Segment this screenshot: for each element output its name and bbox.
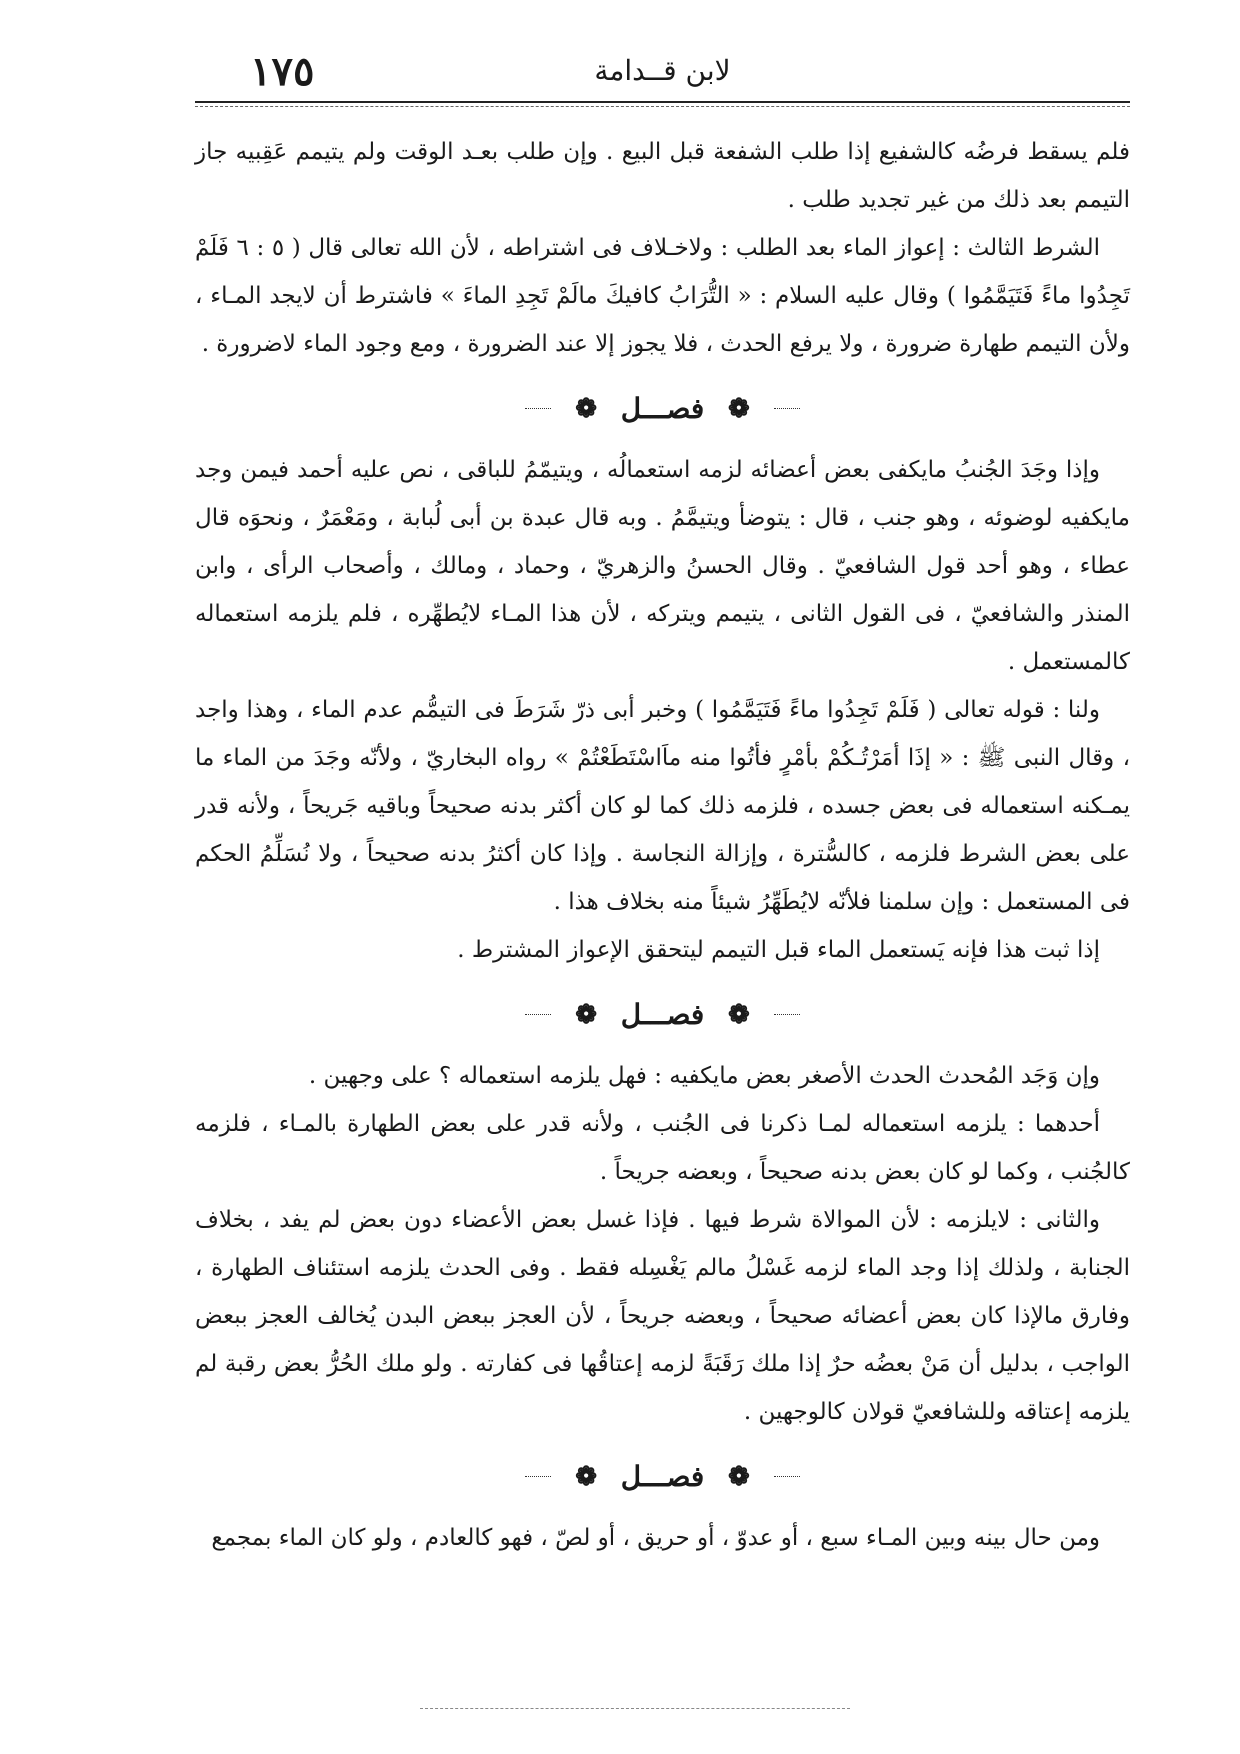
divider-dash [525,1014,551,1015]
divider-dash [774,408,800,409]
ornament-icon: ❁ [727,999,750,1030]
paragraph: وإن وَجَد المُحدث الحدث الأصغر بعض مايكفيه : فهل يلزمه استعماله ؟ على وجهين . [308,1063,1100,1089]
ornament-icon: ❁ [575,999,597,1030]
paragraph: وإذا وجَدَ الجُنبُ مايكفى بعض أعضائه لزمه استعمالُه ، ويتيمّمُ للباقى ، نص عليه أحمد فيمن وجد مايكفيه لوضوئه ، وهو جنب ، قال : يتوضأ ويتيمَّمُ . وبه قال عبدة بن أبى لُبابة ، ومَعْمَرٌ ، ونحوَه قال عطاء ، وهو أحد قول الشافعيّ . وقال الحسنُ والزهريّ ، وحماد ، ومالك ، وأصحاب الرأى ، وابن المنذر والشافعيّ ، فى القول الثانى ، يتيمم ويتركه ، لأن هذا المـاء لايُطهِّره ، فلم يلزمه استعماله كالمستعمل . [195,457,1130,675]
paragraph: إذا ثبت هذا فإنه يَستعمل الماء قبل التيمم ليتحقق الإعواز المشترط . [457,937,1100,963]
divider-dash [525,408,551,409]
divider-dash [774,1476,800,1477]
paragraph: فلم يسقط فرضُه كالشفيع إذا طلب الشفعة قبل البيع . وإن طلب بعـد الوقت ولم يتيمم عَقِبيه جاز التيمم بعد ذلك من غير تجديد طلب . [195,139,1130,213]
section-heading: فصـــل [620,1459,705,1493]
section-divider [195,1436,1130,1514]
paragraph: ومن حال بينه وبين المـاء سبع ، أو عدوّ ، أو حريق ، أو لصّ ، فهو كالعادم ، ولو كان الماء بمجمع [211,1525,1100,1551]
section-heading: فصـــل [620,997,705,1031]
footer-rule [420,1708,850,1709]
header-rule [195,101,1130,103]
page-header [195,48,1130,98]
ornament-icon: ❁ [727,393,750,424]
header-rule-thin [195,106,1130,107]
ornament-icon: ❁ [575,393,597,424]
paragraph: والثانى : لايلزمه : لأن الموالاة شرط فيها . فإذا غسل بعض الأعضاء دون بعض لم يفد ، بخلاف الجنابة ، ولذلك إذا وجد الماء لزمه غَسْلُ مالم يَغْسِله فقط . وفى الحدث يلزمه استئناف الطهارة ، وفارق مالإذا كان بعض أعضائه صحيحاً ، وبعضه جريحاً ، لأن العجز ببعض البدن يُخالف العجز ببعض الواجب ، بدليل أن مَنْ بعضُه حرٌ إذا ملك رَقَبَةً لزمه إعتاقُها فى كفارته . ولو ملك الحُرُّ بعض رقبة لم يلزمه إعتاقه وللشافعيّ قولان كالوجهين . [195,1207,1130,1425]
divider-dash [525,1476,551,1477]
paragraph: ولنا : قوله تعالى ( فَلَمْ تَجِدُوا ماءً فَتَيَمَّمُوا ) وخبر أبى ذرّ شَرَطَ فى التيمُّم عدم الماء ، وهذا واجد ، وقال النبى ﷺ : « إذَا أمَرْتُـكُمْ بأمْرٍ فأتُوا منه ماَاسْتَطَعْتُمْ » رواه البخاريّ ، ولأنّه وجَدَ من الماء ما يمـكنه استعماله فى بعض جسده ، فلزمه ذلك كما لو كان أكثر بدنه صحيحاً وباقيه جَريحاً ، ولأنه قدر على بعض الشرط فلزمه ، كالسُّترة ، وإزالة النجاسة . وإذا كان أكثرُ بدنه صحيحاً ، ولا نُسَلِّمُ الحكم فى المستعمل : وإن سلمنا فلأنّه لايُطَهِّرُ شيئاً منه بخلاف هذا . [195,697,1130,915]
section-divider [195,368,1130,446]
section-divider [195,974,1130,1052]
paragraph: أحدهما : يلزمه استعماله لمـا ذكرنا فى الجُنب ، ولأنه قدر على بعض الطهارة بالمـاء ، فلزمه كالجُنب ، وكما لو كان بعض بدنه صحيحاً ، وبعضه جريحاً . [195,1111,1130,1185]
paragraph: الشرط الثالث : إعواز الماء بعد الطلب : ولاخـلاف فى اشتراطه ، لأن الله تعالى قال ( ٥ : ٦ فَلَمْ تَجِدُوا ماءً فَتَيَمَّمُوا ) وقال عليه السلام : « التُّرَابُ كافيكَ مالَمْ تَجِدِ الماءَ » فاشترط أن لايجد المـاء ، ولأن التيمم طهارة ضرورة ، ولا يرفع الحدث ، فلا يجوز إلا عند الضرورة ، ومع وجود الماء لاضرورة . [195,235,1130,357]
page-number: ١٧٥ [250,48,315,95]
ornament-icon: ❁ [727,1461,750,1492]
section-heading: فصـــل [620,391,705,425]
ornament-icon: ❁ [575,1461,597,1492]
running-title: لابن قــدامة [594,54,731,87]
body-text [195,128,1130,1562]
divider-dash [774,1014,800,1015]
